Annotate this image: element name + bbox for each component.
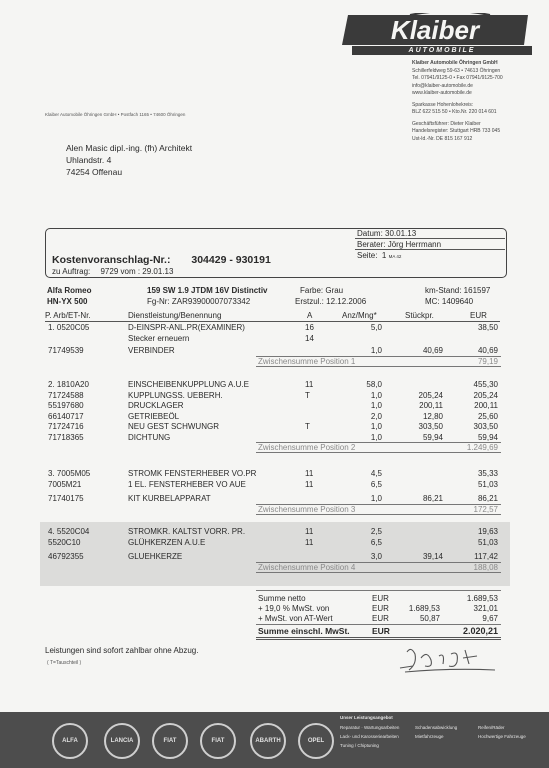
item-unit: 39,14: [422, 552, 443, 561]
item-desc: GLUEHKERZE: [128, 552, 183, 561]
item-eur: 40,69: [477, 346, 498, 355]
vehicle-mc: MC: 1409640: [425, 297, 474, 306]
item-qty: 6,5: [370, 537, 382, 547]
item-nr: 66140717: [48, 411, 84, 421]
item-desc: EINSCHEIBENKUPPLUNG A.U.E: [128, 380, 249, 389]
item-desc: STROMKR. KALTST VORR. PR.: [128, 527, 246, 536]
net-total-label: Summe netto: [258, 594, 306, 603]
item-qty: 1,0: [370, 494, 382, 503]
vehicle-color: Farbe: Grau: [300, 286, 344, 295]
item-unit: 303,50: [418, 422, 443, 431]
advisor-value: Jörg Herrmann: [387, 240, 442, 249]
company-info-line: Ust-Id.-Nr. DE 815 167 912: [412, 135, 473, 142]
vehicle-mileage: km-Stand: 161597: [425, 286, 491, 295]
item-nr: 71718365: [48, 432, 84, 442]
item-a: 14: [305, 333, 314, 343]
item-eur: 51,03: [477, 479, 498, 489]
item-nr: 3. 7005M05: [48, 469, 91, 478]
item-nr: 1. 0520C05: [48, 323, 90, 332]
document-page: Klaiber AUTOMOBILE Klaiber Automobile Öhringen GmbH • Postfach 1165 • 74600 Öhringen Klaiber Automobile Öhringen GmbH Schillerfeldweg 59-63 • 74613 Öhringen Tel. 07941/9125-0 • Fax 07941/9125-700 info@klaiber-automobile.de www.klaiber-automobile.de Sparkasse Hohenlohekreis: BLZ 622 515 50 • Kto.Nr. 220 014 601 Geschäftsführer: Dieter Klaiber Handelsregister: Stuttgart HRB 733 045 Ust-Id.-Nr. DE 815 167 912 Alen Masic dipl.-ing. (fh) Architekt Uhlandstr. 4 74254 Offenau Datum: 30.01.13 Berater: Jörg Herrmann Seite: 1 MA 42 Kostenvoranschlag-Nr.: 304429 - 930191 zu Auftrag: 9729 vom : 29.01.13 Alfa Romeo 159 SW 1.9 JTDM 16V Distinctiv Farbe: Grau km-Stand: 161597 HN-YX 500 Fg-Nr: ZAR93900007073342 Erstzul.: 12.12.2006 MC: 1409640 P. Arb/ET-Nr. Dienstleistung/Benennung A Anz/Mng* Stückpr. EUR 1. 0520C05 D-EINSPR-ANL.PR(EXAMINER) 16 5,0 38,50 Stecker erneuern 14 71749539 VERBINDER 1,0 40,69 40,69 Zwischensumme Position 1 79,19 2. 1810A20 EINSCHEIBENKUPPLUNG A.U.E 11 58,0 455,30 71724588 KUPPLUNGSS. UEBERH. T 1,0 205,24 205,24 55197680 DRUCKLAGER 1,0 200,11 200,11 66140717 GETRIEBEÖL 2,0 12,80 25,60 71724716 NEU GEST SCHWUNGR T 1,0 303,50 303,50 71718365 DICHTUNG 1,0 59,94 59,94 Zwischensumme Position 2 1.249,69 3. 7005M05 STROMK FENSTERHEBER VO.PR 11 4,5 35,33 7005M21 1 EL. FENSTERHEBER VO AUE 11 6,5 51,03 71740175 KIT KURBELAPPARAT 1,0 86,21 86,21 Zwischensumme Position 3 172,57 4. 5520C04 STROMKR. KALTST VORR. PR. 11 2,5 19,63 5520C10 GLÜHKERZEN A.U.E 11 6,5 51,03 46792355 GLUEHKERZE 3,0 39,14 117,42 Zwischensumme Position 4 188,08 Summe netto EUR 1.689,53 + 19,0 % MwSt. von EUR 1.689,53 321,01 + MwSt. von AT-Wert EUR 50,87 9,67 Summe einschl. MwSt. EUR 2.020,21 Leistungen sind sofort zahlbar ohne Abzug. ( T=Tauschteil ) ALFA LANCIA FIAT FIAT ABARTH OPEL Unser Leistungsangebot Reparatur · Wartungsarbeiten Lack- und Karosseriearbeiten Tuning / Chiptuning Schadensabwicklung Mietfahrzeuge Reifen/Räder Hochwertige Fahrzeuge: [0, 0, 549, 768]
col-header-eur: EUR: [470, 311, 487, 320]
item-desc: 1 EL. FENSTERHEBER VO AUE: [128, 479, 246, 489]
company-info-line: info@klaiber-automobile.de: [412, 82, 473, 89]
vat-amount: 321,01: [473, 604, 498, 613]
vehicle-vin: Fg-Nr: ZAR93900007073342: [147, 297, 251, 306]
company-info-line: Handelsregister: Stuttgart HRB 733 045: [412, 128, 501, 134]
item-nr: 4. 5520C04: [48, 527, 90, 536]
item-nr: 71724588: [48, 390, 84, 400]
brand-logo: LANCIA: [104, 723, 140, 759]
item-desc: GETRIEBEÖL: [128, 411, 180, 421]
recipient-line: 74254 Offenau: [66, 167, 123, 177]
item-qty: 2,0: [370, 411, 382, 421]
item-eur: 51,03: [477, 537, 498, 547]
sender-line: Klaiber Automobile Öhringen GmbH • Postfach 1165 • 74600 Öhringen: [45, 112, 186, 117]
service-item: Tuning / Chiptuning: [340, 743, 379, 748]
item-unit: 200,11: [419, 401, 443, 410]
date-field: Datum: 30.01.13: [357, 229, 417, 238]
item-a: 11: [305, 527, 314, 536]
payment-note: Leistungen sind sofort zahlbar ohne Abzug.: [45, 646, 199, 655]
item-a: 11: [305, 380, 314, 389]
service-item: Schadensabwicklung: [415, 725, 458, 730]
company-info-line: Sparkasse Hohenlohekreis:: [412, 101, 474, 108]
item-eur: 455,30: [473, 380, 498, 389]
vehicle-plate: HN-YX 500: [47, 297, 88, 306]
service-item: Mietfahrzeuge: [415, 734, 444, 739]
subtotal-label: Zwischensumme Position 4: [258, 562, 356, 572]
vehicle-registration: Erstzul.: 12.12.2006: [295, 297, 367, 306]
subtotal-value: 79,19: [477, 356, 498, 366]
recipient-address: [66, 142, 192, 178]
service-item: Reifen/Räder: [478, 725, 505, 730]
grand-total: 2.020,21: [462, 626, 498, 636]
item-eur: 19,63: [477, 527, 498, 536]
item-a: 11: [305, 469, 314, 478]
item-unit: 86,21: [422, 494, 443, 503]
item-qty: 58,0: [366, 380, 382, 389]
item-desc: Stecker erneuern: [128, 333, 190, 343]
services-title: Unser Leistungsangebot: [340, 715, 393, 720]
item-nr: 2. 1810A20: [48, 380, 89, 389]
company-info-line: Tel. 07941/9125-0 • Fax 07941/9125-700: [412, 75, 503, 81]
company-info: [412, 60, 503, 143]
vehicle-model: 159 SW 1.9 JTDM 16V Distinctiv: [147, 286, 268, 295]
item-nr: 7005M21: [48, 479, 82, 489]
item-unit: 205,24: [418, 390, 443, 400]
item-eur: 117,42: [474, 552, 498, 561]
grand-total-label: Summe einschl. MwSt.: [258, 626, 350, 636]
item-desc: DRUCKLAGER: [128, 401, 184, 410]
item-qty: 1,0: [370, 390, 382, 400]
item-eur: 25,60: [477, 411, 498, 421]
company-info-line: BLZ 622 515 50 • Kto.Nr. 220 014 601: [412, 109, 497, 115]
item-desc: D-EINSPR-ANL.PR(EXAMINER): [128, 323, 245, 332]
signature-mark: [395, 640, 500, 675]
item-nr: 5520C10: [48, 537, 81, 547]
item-a: T: [305, 422, 310, 431]
net-total: 1.689,53: [466, 594, 498, 603]
logo-subtitle: AUTOMOBILE: [352, 46, 532, 55]
page-field: Seite: 1 MA 42: [357, 251, 402, 260]
item-desc: KIT KURBELAPPARAT: [128, 494, 211, 503]
vehicle-make: Alfa Romeo: [47, 286, 92, 295]
item-unit: 59,94: [422, 432, 443, 442]
col-header-qty: Anz/Mng*: [342, 311, 377, 320]
vat-label: + 19,0 % MwSt. von: [258, 604, 330, 613]
item-eur: 303,50: [473, 422, 498, 431]
col-header-desc: Dienstleistung/Benennung: [128, 311, 222, 320]
exchange-note: ( T=Tauschteil ): [47, 660, 82, 666]
item-a: 11: [305, 479, 314, 489]
item-nr: 46792355: [48, 552, 84, 561]
item-qty: 1,0: [370, 422, 382, 431]
at-vat-amount: 9,67: [482, 614, 498, 623]
item-unit: 40,69: [422, 346, 443, 355]
item-a: T: [305, 390, 310, 400]
service-item: Lack- und Karosseriearbeiten: [340, 734, 399, 739]
item-qty: 1,0: [370, 346, 382, 355]
item-nr: 71724716: [48, 422, 84, 431]
item-eur: 205,24: [473, 390, 498, 400]
item-nr: 71749539: [48, 346, 84, 355]
vat-base: 1.689,53: [408, 604, 440, 613]
klaiber-logo: [340, 13, 530, 47]
advisor-field: Berater: Jörg Herrmann: [357, 240, 442, 249]
item-a: 11: [305, 537, 314, 547]
estimate-number: 304429 - 930191: [191, 254, 271, 266]
item-desc: DICHTUNG: [128, 432, 171, 442]
item-unit: 12,80: [422, 411, 443, 421]
recipient-line: Alen Masic dipl.-ing. (fh) Architekt: [66, 143, 193, 153]
subtotal-value: 188,08: [473, 562, 498, 572]
item-desc: VERBINDER: [128, 346, 175, 355]
subtotal-value: 172,57: [473, 504, 498, 514]
item-qty: 6,5: [370, 479, 382, 489]
at-vat-label: + MwSt. von AT-Wert: [258, 614, 333, 623]
brand-logo: OPEL: [298, 723, 334, 759]
service-item: Reparatur · Wartungsarbeiten: [340, 725, 400, 730]
company-info-line: Klaiber Automobile Öhringen GmbH: [412, 60, 498, 66]
recipient-line: Uhlandstr. 4: [66, 155, 112, 165]
item-qty: 3,0: [370, 552, 382, 561]
item-qty: 1,0: [370, 401, 382, 410]
subtotal-label: Zwischensumme Position 1: [258, 356, 356, 366]
subtotal-label: Zwischensumme Position 2: [258, 443, 356, 452]
item-nr: 71740175: [48, 494, 84, 503]
item-desc: KUPPLUNGSS. UEBERH.: [128, 390, 223, 400]
service-item: Hochwertige Fahrzeuge: [478, 734, 526, 739]
logo-text: Klaiber: [390, 15, 480, 45]
subtotal-label: Zwischensumme Position 3: [258, 504, 356, 514]
item-desc: STROMK FENSTERHEBER VO.PR: [128, 469, 257, 478]
at-vat-base: 50,87: [419, 614, 440, 623]
brand-logo: FIAT: [200, 723, 236, 759]
item-eur: 59,94: [477, 432, 498, 442]
col-header-pos: P. Arb/ET-Nr.: [45, 311, 91, 320]
item-desc: NEU GEST SCHWUNGR: [128, 422, 219, 431]
item-qty: 1,0: [370, 432, 382, 442]
date-value: 30.01.13: [385, 229, 417, 238]
item-desc: GLÜHKERZEN A.U.E: [128, 537, 206, 547]
item-nr: 55197680: [48, 401, 84, 410]
subtotal-value: 1.249,69: [466, 443, 498, 452]
brand-logo: FIAT: [152, 723, 188, 759]
company-info-line: Geschäftsführer: Dieter Klaiber: [412, 120, 481, 127]
col-header-a: A: [307, 311, 313, 320]
col-header-unit: Stückpr.: [405, 311, 434, 320]
order-reference: zu Auftrag: 9729 vom : 29.01.13: [52, 267, 174, 276]
item-eur: 35,33: [477, 469, 498, 478]
brand-logo: ALFA: [52, 723, 88, 759]
item-qty: 4,5: [370, 469, 382, 478]
company-info-line: www.klaiber-automobile.de: [412, 90, 472, 96]
item-eur: 200,11: [474, 401, 498, 410]
brand-logo: ABARTH: [250, 723, 286, 759]
item-a: 16: [305, 323, 314, 332]
item-eur: 38,50: [477, 323, 498, 332]
item-qty: 5,0: [370, 323, 382, 332]
company-info-line: Schillerfeldweg 59-63 • 74613 Öhringen: [412, 67, 501, 74]
document-title: Kostenvoranschlag-Nr.: 304429 - 930191: [52, 254, 271, 266]
item-qty: 2,5: [370, 527, 382, 536]
item-eur: 86,21: [477, 494, 498, 503]
